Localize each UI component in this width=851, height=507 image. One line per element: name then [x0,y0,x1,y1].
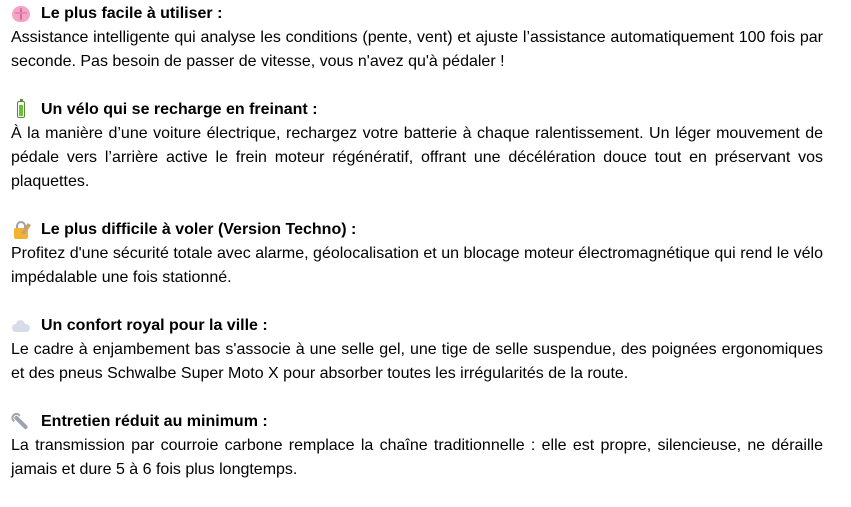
feature-title: Un confort royal pour la ville : [41,317,268,334]
feature-title: Un vélo qui se recharge en freinant : [41,101,318,118]
feature-description: La transmission par courroie carbone remplace la chaîne traditionnelle : elle est propre, silencieuse, ne déraille jamais et dure 5 à 6 fois plus longtemps. [11,437,823,478]
feature-heading [11,216,823,242]
feature-section-ease [11,0,823,74]
feature-section-regen-braking [11,96,823,194]
brain-icon [11,5,31,23]
feature-description: Assistance intelligente qui analyse les conditions (pente, vent) et ajuste l’assistance automatiquement 100 fois par seconde. Pas besoin de passer de vitesse, vous n'avez qu'à pédaler ! [11,29,823,70]
feature-section-maintenance [11,408,823,482]
cloud-icon [11,317,31,335]
feature-title: Entretien réduit au minimum : [41,413,268,430]
feature-section-anti-theft [11,216,823,290]
feature-title: Le plus facile à utiliser : [41,5,223,22]
feature-heading [11,96,823,122]
feature-title: Le plus difficile à voler (Version Techno) : [41,221,357,238]
feature-heading [11,408,823,434]
battery-icon [11,101,31,119]
feature-description: À la manière d’une voiture électrique, rechargez votre batterie à chaque ralentissement. Un léger mouvement de pédale vers l’arrière active le frein moteur régénératif, offrant une décélération douce tout en préservant vos plaquettes. [11,125,823,190]
feature-document [11,0,823,482]
feature-description: Le cadre à enjambement bas s'associe à une selle gel, une tige de selle suspendue, des poignées ergonomiques et des pneus Schwalbe Super Moto X pour absorber toutes les irrégularités de la route. [11,341,823,382]
feature-description: Profitez d'une sécurité totale avec alarme, géolocalisation et un blocage moteur électromagnétique qui rend le vélo impédalable une fois stationné. [11,245,823,286]
wrench-icon [11,413,31,431]
lock-icon [11,221,31,239]
feature-section-comfort [11,312,823,386]
feature-heading [11,0,823,26]
feature-heading [11,312,823,338]
